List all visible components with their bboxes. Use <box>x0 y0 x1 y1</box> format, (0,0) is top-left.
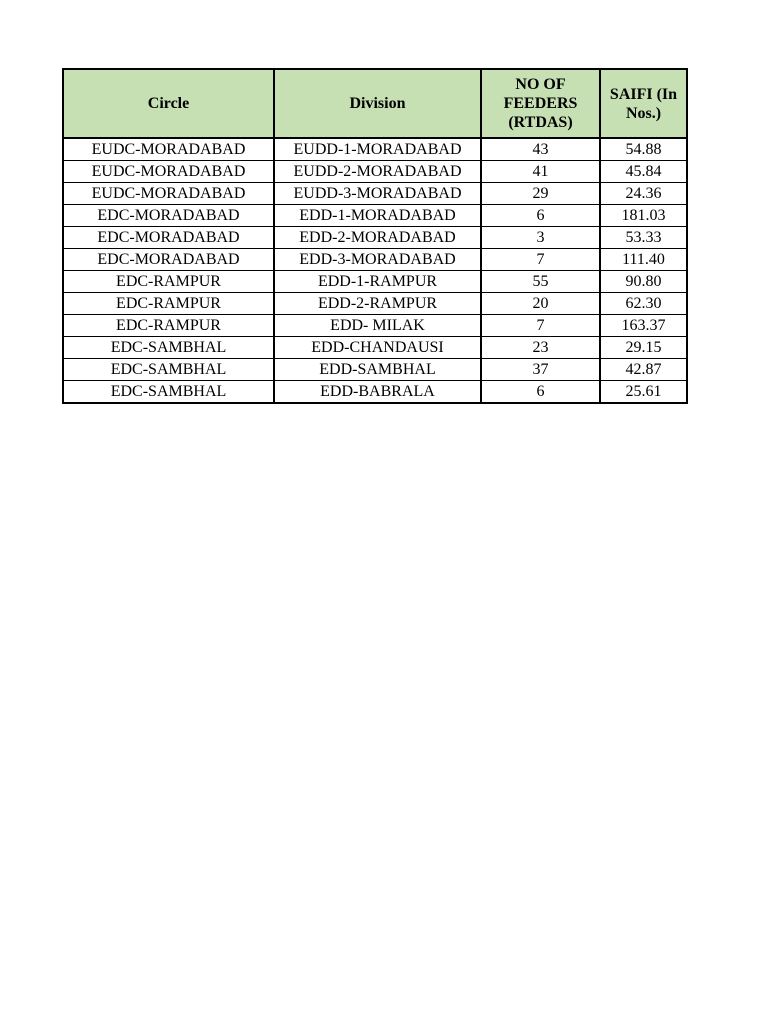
circle-cell: EDC-MORADABAD <box>63 249 274 271</box>
feeders-cell: 3 <box>481 227 600 249</box>
header-circle: Circle <box>63 69 274 138</box>
header-row <box>63 69 687 138</box>
table-body <box>63 138 687 403</box>
division-cell: EUDD-2-MORADABAD <box>274 161 481 183</box>
table-row <box>63 293 687 315</box>
table-row <box>63 205 687 227</box>
circle-cell: EDC-SAMBHAL <box>63 359 274 381</box>
saifi-cell: 29.15 <box>600 337 687 359</box>
circle-cell: EDC-RAMPUR <box>63 271 274 293</box>
division-cell: EDD-BABRALA <box>274 381 481 404</box>
circle-cell: EUDC-MORADABAD <box>63 138 274 161</box>
saifi-cell: 90.80 <box>600 271 687 293</box>
table-row <box>63 271 687 293</box>
saifi-cell: 111.40 <box>600 249 687 271</box>
header-feeders: NO OF FEEDERS (RTDAS) <box>481 69 600 138</box>
feeders-cell: 6 <box>481 381 600 404</box>
feeders-cell: 7 <box>481 315 600 337</box>
division-cell: EDD-2-MORADABAD <box>274 227 481 249</box>
division-cell: EDD-2-RAMPUR <box>274 293 481 315</box>
circle-cell: EUDC-MORADABAD <box>63 161 274 183</box>
feeders-cell: 41 <box>481 161 600 183</box>
spreadsheet-page <box>62 68 688 404</box>
feeders-cell: 43 <box>481 138 600 161</box>
feeders-cell: 55 <box>481 271 600 293</box>
feeders-cell: 23 <box>481 337 600 359</box>
table-row <box>63 138 687 161</box>
saifi-cell: 181.03 <box>600 205 687 227</box>
circle-cell: EDC-MORADABAD <box>63 205 274 227</box>
saifi-cell: 42.87 <box>600 359 687 381</box>
header-division: Division <box>274 69 481 138</box>
saifi-cell: 163.37 <box>600 315 687 337</box>
division-cell: EDD-1-RAMPUR <box>274 271 481 293</box>
circle-cell: EDC-RAMPUR <box>63 315 274 337</box>
circle-cell: EDC-MORADABAD <box>63 227 274 249</box>
saifi-cell: 24.36 <box>600 183 687 205</box>
circle-cell: EDC-SAMBHAL <box>63 381 274 404</box>
division-cell: EUDD-1-MORADABAD <box>274 138 481 161</box>
division-cell: EDD-3-MORADABAD <box>274 249 481 271</box>
feeders-cell: 29 <box>481 183 600 205</box>
circle-cell: EDC-RAMPUR <box>63 293 274 315</box>
table-row <box>63 183 687 205</box>
table-row <box>63 161 687 183</box>
saifi-cell: 25.61 <box>600 381 687 404</box>
circle-cell: EDC-SAMBHAL <box>63 337 274 359</box>
table-row <box>63 249 687 271</box>
feeders-cell: 6 <box>481 205 600 227</box>
feeders-cell: 20 <box>481 293 600 315</box>
circle-cell: EUDC-MORADABAD <box>63 183 274 205</box>
table-row <box>63 337 687 359</box>
saifi-cell: 45.84 <box>600 161 687 183</box>
table-row <box>63 227 687 249</box>
saifi-cell: 53.33 <box>600 227 687 249</box>
table-header <box>63 69 687 138</box>
saifi-cell: 62.30 <box>600 293 687 315</box>
table-row <box>63 315 687 337</box>
division-cell: EDD-SAMBHAL <box>274 359 481 381</box>
feeders-cell: 37 <box>481 359 600 381</box>
division-cell: EDD-CHANDAUSI <box>274 337 481 359</box>
table-row <box>63 381 687 404</box>
division-cell: EDD-1-MORADABAD <box>274 205 481 227</box>
header-saifi: SAIFI (In Nos.) <box>600 69 687 138</box>
division-cell: EDD- MILAK <box>274 315 481 337</box>
saifi-cell: 54.88 <box>600 138 687 161</box>
division-cell: EUDD-3-MORADABAD <box>274 183 481 205</box>
table-row <box>63 359 687 381</box>
feeders-cell: 7 <box>481 249 600 271</box>
saifi-table <box>62 68 688 404</box>
